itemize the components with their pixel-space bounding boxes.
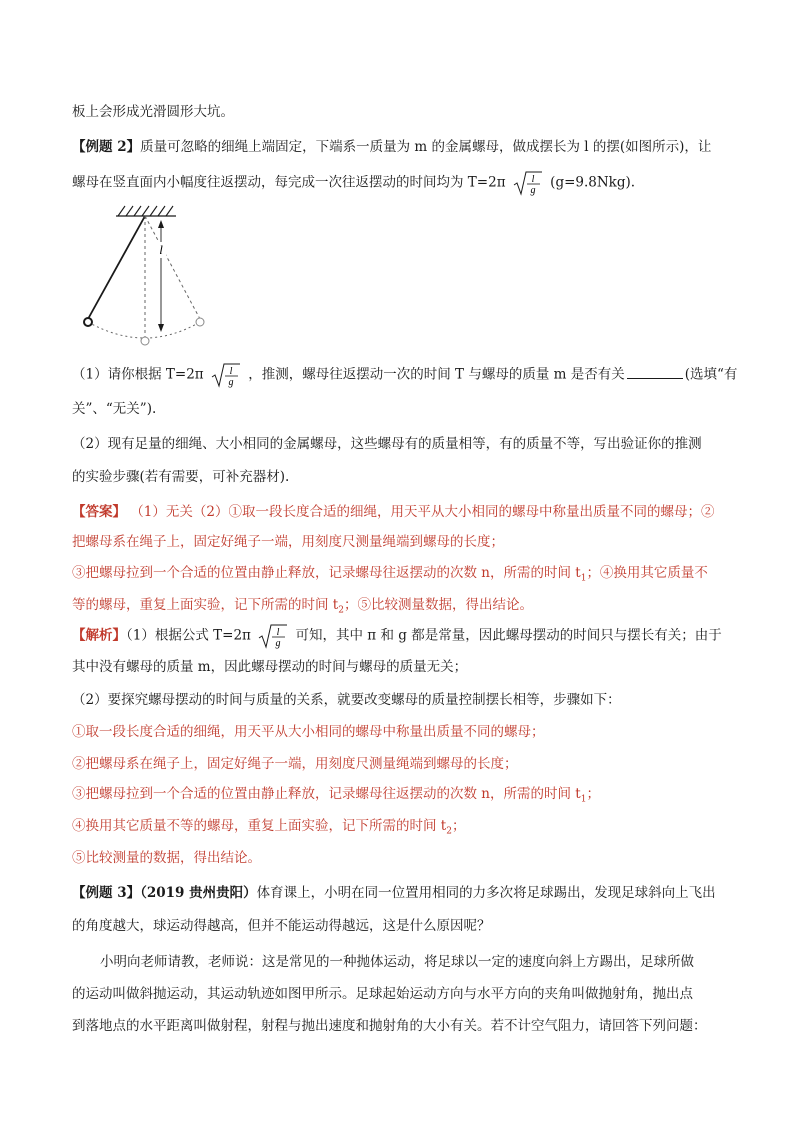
- analysis-line-1: [72, 623, 722, 649]
- text: 体育课上，小明在同一位置用相同的力多次将足球踢出，发现足球斜向上飞出: [256, 885, 716, 901]
- example-3-line-1: [72, 881, 716, 901]
- example-tag: 【例题 3】: [72, 885, 141, 901]
- step-5: ⑤比较测量的数据，得出结论。: [72, 850, 261, 866]
- source-tag: （2019 贵州贵阳）: [140, 885, 257, 901]
- text: (选填“有: [684, 366, 738, 383]
- step-1: ①取一段长度合适的细绳，用天平从大小相同的螺母中称量出质量不同的螺母；: [72, 724, 545, 740]
- paragraph-line-2: 的运动叫做斜抛运动，其运动轨迹如图甲所示。足球起始运动方向与水平方向的夹角叫做抛射角，抛出点: [72, 986, 693, 1002]
- answer-tag: 【答案】: [72, 504, 126, 520]
- svg-text:l: l: [276, 627, 280, 638]
- question-1-line-1: [72, 362, 737, 388]
- length-label: l: [159, 242, 163, 257]
- answer-blank: [627, 367, 683, 379]
- step-4: ④换用其它质量不等的螺母，重复上面实验，记下所需的时间 $t_2$；: [72, 818, 466, 837]
- text: ，推测，螺母往返摆动一次的时间 T 与螺母的质量 m 是否有关: [248, 366, 625, 383]
- question-2-line-2: 的实验步骤(若有需要，可补充器材).: [72, 469, 290, 485]
- example-2-line-2: [72, 170, 635, 196]
- text: 可知，其中 π 和 g 都是常量，因此螺母摆动的时间只与摆长有关；由于: [295, 627, 722, 644]
- pendulum-figure: [72, 198, 222, 348]
- paragraph-line-3: 到落地点的水平距离叫做射程，射程与抛出速度和抛射角的大小有关。若不计空气阻力，请回答下列问题：: [72, 1018, 707, 1034]
- text-line: 板上会形成光滑圆形大坑。: [72, 104, 234, 120]
- text: （1）根据公式 T=2π: [126, 627, 251, 644]
- step-3: ③把螺母拉到一个合适的位置由静止释放，记录螺母往返摆动的次数 n，所需的时间 $t_1$；: [72, 786, 600, 805]
- svg-text:g: g: [228, 377, 234, 388]
- analysis-line-3: （2）要探究螺母摆动的时间与质量的关系，就要改变螺母的质量控制摆长相等，步骤如下：: [72, 692, 621, 708]
- text: (g=9.8Nkg).: [550, 174, 636, 191]
- analysis-line-2: 其中没有螺母的质量 m，因此螺母摆动的时间与螺母的质量无关；: [72, 659, 468, 675]
- paragraph-line-1: 小明向老师请教，老师说：这是常见的一种抛体运动，将足球以一定的速度向斜上方踢出，足球所做: [100, 954, 694, 970]
- answer-line-4: 等的螺母，重复上面实验，记下所需的时间 $t_2$；⑤比较测量数据，得出结论。: [72, 597, 533, 616]
- nut-bob: [84, 318, 92, 326]
- sqrt-formula: [211, 362, 241, 388]
- formula-den: g: [530, 185, 536, 196]
- question-1-line-2: 关”、“无关”).: [72, 401, 157, 417]
- example-3-line-2: 的角度越大，球运动得越高，但并不能运动得越远，这是什么原因呢？: [72, 918, 491, 934]
- analysis-tag: 【解析】: [72, 627, 126, 644]
- example-2-line-1: [72, 135, 711, 155]
- svg-text:g: g: [275, 638, 281, 649]
- formula-num: l: [531, 174, 535, 185]
- sqrt-formula: [258, 623, 288, 649]
- text: 螺母在竖直面内小幅度往返摆动，每完成一次往返摆动的时间均为 T=2π: [72, 174, 506, 191]
- svg-text:l: l: [229, 366, 233, 377]
- step-2: ②把螺母系在绳子上，固定好绳子一端，用刻度尺测量绳端到螺母的长度；: [72, 756, 518, 772]
- example-tag: 【例题 2】: [72, 139, 141, 155]
- text: （1）请你根据 T=2π: [72, 366, 204, 383]
- answer-line-2: 把螺母系在绳子上，固定好绳子一端，用刻度尺测量绳端到螺母的长度；: [72, 534, 504, 550]
- text: （1）无关（2）①取一段长度合适的细绳，用天平从大小相同的螺母中称量出质量不同的螺母；②: [130, 504, 715, 520]
- sqrt-formula: [513, 170, 543, 196]
- text: 质量可忽略的细绳上端固定，下端系一质量为 m 的金属螺母，做成摆长为 l 的摆(如图所示)，让: [140, 139, 712, 155]
- question-2-line-1: （2）现有足量的细绳、大小相同的金属螺母，这些螺母有的质量相等，有的质量不等，写出验证你的推测: [72, 436, 702, 452]
- answer-line-3: ③把螺母拉到一个合适的位置由静止释放，记录螺母往返摆动的次数 n，所需的时间 $t_1$；④换用其它质量不: [72, 565, 708, 584]
- answer-line-1: [72, 500, 714, 520]
